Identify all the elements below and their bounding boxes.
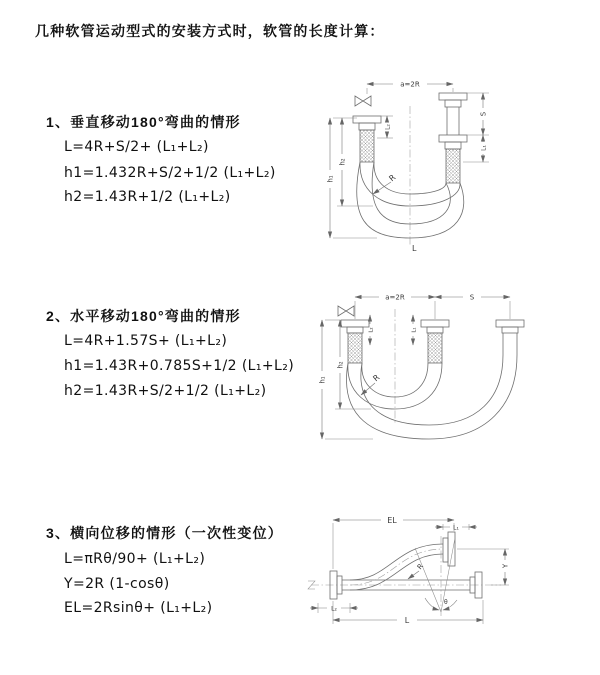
dim-label-s: S — [479, 111, 488, 117]
dim-l2 — [377, 116, 393, 138]
dim-label-s: S — [469, 293, 475, 302]
dim-label-el: EL — [387, 516, 397, 525]
dim-label-h2: h₂ — [338, 158, 347, 166]
dim-label-l1: L₁ — [411, 327, 418, 333]
braided-hose-section — [428, 333, 442, 363]
dim-l2 — [310, 603, 358, 613]
dim-label-l2: L₂ — [368, 327, 375, 333]
dim-h1 — [319, 320, 374, 439]
right-pipe-flange — [496, 320, 524, 355]
hose-u-curves — [346, 355, 517, 439]
section-3-heading: 3、横向位移的情形（一次性变位） — [46, 525, 283, 541]
radius-label: R — [387, 172, 398, 184]
radius-leader — [373, 173, 398, 194]
braided-hose-section — [348, 333, 362, 363]
dim-label-h2: h₂ — [336, 361, 345, 369]
dim-label-l: L — [404, 616, 410, 625]
valve-icon — [338, 306, 354, 316]
dim-label-h1: h₁ — [326, 175, 335, 183]
dim-label-y: Y — [501, 563, 510, 569]
dim-l — [333, 600, 483, 625]
dim-el — [333, 516, 454, 572]
formula-line: h2=1.43R+1/2 (L₁+L₂) — [64, 189, 231, 205]
dim-label-a2r: a=2R — [400, 80, 420, 89]
dim-label-a2r: a=2R — [385, 293, 405, 302]
middle-pipe-flange — [421, 320, 449, 363]
radius-label: R — [415, 562, 426, 572]
dim-label-h1: h₁ — [318, 376, 327, 384]
dim-l2 — [369, 315, 375, 345]
left-pipe-flange — [353, 116, 381, 162]
dim-label-l2: L₂ — [331, 605, 337, 613]
braided-hose-section — [360, 130, 374, 162]
dim-label-l1: L₁ — [453, 524, 459, 532]
section-1-heading: 1、垂直移动180°弯曲的情形 — [46, 114, 241, 130]
section-2-heading: 2、水平移动180°弯曲的情形 — [46, 308, 241, 324]
formula-line: Y=2R (1-cosθ) — [64, 576, 170, 592]
dim-l1 — [412, 315, 418, 345]
upper-flange — [443, 532, 455, 566]
formula-line: L=πRθ/90+ (L₁+L₂) — [64, 551, 206, 567]
dim-label-l2: L₂ — [384, 124, 392, 130]
dim-a2r — [367, 81, 453, 95]
radius-leader — [361, 373, 382, 395]
formula-line: EL=2Rsinθ+ (L₁+L₂) — [64, 600, 213, 616]
dim-l1 — [435, 524, 477, 532]
formula-line: L=4R+1.57S+ (L₁+L₂) — [64, 333, 228, 349]
formula-line: h1=1.43R+0.785S+1/2 (L₁+L₂) — [64, 358, 295, 374]
diagram-vertical-180 — [313, 70, 558, 255]
diagram-horizontal-180 — [313, 283, 548, 465]
formula-line: L=4R+S/2+ (L₁+L₂) — [64, 139, 209, 155]
valve-icon — [355, 96, 371, 106]
diagram-lateral-displacement — [305, 508, 560, 650]
radius-label: R — [371, 372, 382, 384]
left-pipe-flange — [341, 320, 369, 363]
braided-hose-section — [446, 149, 460, 183]
formula-line: h1=1.432R+S/2+1/2 (L₁+L₂) — [64, 165, 276, 181]
angle-construction — [415, 536, 457, 616]
right-pipe-flange — [439, 93, 467, 183]
dim-s — [435, 294, 510, 320]
formula-line: h2=1.43R+S/2+1/2 (L₁+L₂) — [64, 383, 267, 399]
radius-leader — [408, 562, 425, 579]
dim-y — [457, 549, 510, 585]
page-title: 几种软管运动型式的安装方式时，软管的长度计算： — [35, 23, 385, 39]
angle-label: θ — [444, 599, 448, 606]
length-label: L — [412, 244, 417, 253]
dim-label-l1: L₁ — [480, 145, 488, 151]
